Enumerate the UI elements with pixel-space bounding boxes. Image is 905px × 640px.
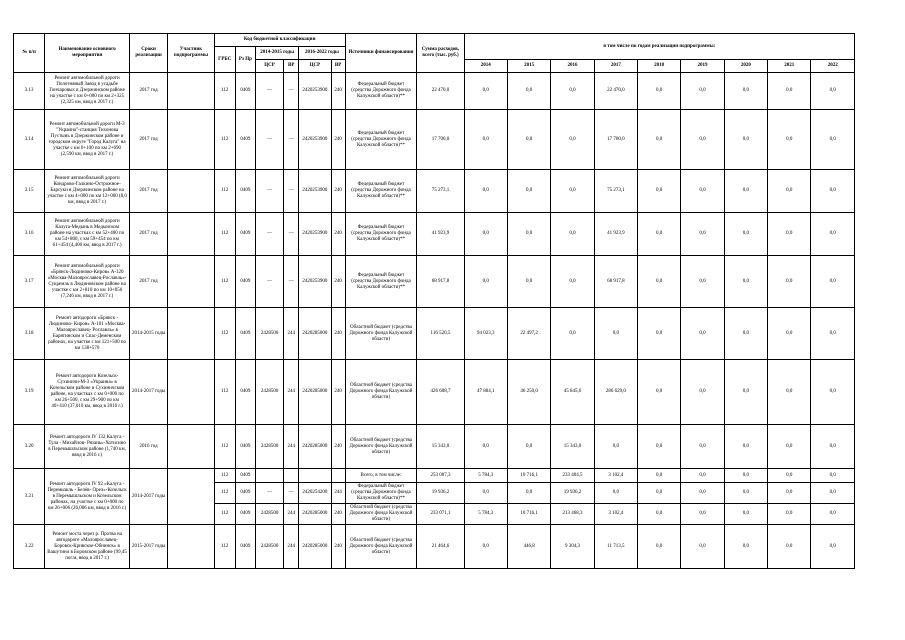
row-year-value: 5 784,3 <box>464 504 507 525</box>
row-year-value: 41 923,9 <box>594 213 637 256</box>
row-grbs: 112 <box>214 213 235 256</box>
row-year-value: 0,0 <box>681 360 724 425</box>
row-year-value: 0,0 <box>681 170 724 213</box>
row-name: Ремонт автодороги Козельск-Сухиничи-М-3 «Украина» в Козельском районе и Сухиничском районе, на участках с км 0+000 по км 26+500, с км 29+900 по км 40+410 (37,010 км, ввод в 2016 г.) <box>45 360 130 425</box>
row-year-value: 17 700,0 <box>594 110 637 170</box>
row-grbs: 112 <box>214 256 235 308</box>
row-year-value: 22 470,0 <box>594 73 637 110</box>
row-year-value: 0,0 <box>724 308 767 360</box>
row-vr-2 <box>331 469 345 483</box>
row-csr-2: 2420285000 <box>299 504 331 525</box>
row-year-value: 0,0 <box>768 469 811 483</box>
table-row <box>14 469 855 483</box>
row-year-value: 0,0 <box>681 73 724 110</box>
row-year-value: 0,0 <box>811 308 855 360</box>
row-year-value: 0,0 <box>638 170 681 213</box>
row-year-value: 0,0 <box>811 525 855 569</box>
row-number: 3.19 <box>14 360 45 425</box>
row-year-value: 0,0 <box>811 504 855 525</box>
row-year-value: 0,0 <box>638 360 681 425</box>
row-year-value: 0,0 <box>507 213 550 256</box>
row-csr-2: 2420285000 <box>299 425 331 469</box>
row-source: Федеральный бюджет (средства Дорожного фонда Калужской области)** <box>345 256 417 308</box>
row-csr-1: — <box>255 110 283 170</box>
row-year-value: 0,0 <box>638 213 681 256</box>
row-csr-1: — <box>255 213 283 256</box>
header-terms: Сроки реализации <box>129 34 167 73</box>
row-year-value: 10 716,1 <box>507 504 550 525</box>
header-sum: Сумма расходов, всего (тыс. руб.) <box>417 34 464 73</box>
row-number: 3.21 <box>14 469 45 525</box>
header-year-2022: 2022 <box>811 60 855 73</box>
header-csr-2: ЦСР <box>299 60 331 73</box>
row-year-value: 0,0 <box>768 425 811 469</box>
row-source: Областной бюджет (средства Дорожного фонда Калужской области) <box>345 425 417 469</box>
row-year-value: 0,0 <box>811 170 855 213</box>
row-year-value: 0,0 <box>638 483 681 504</box>
row-year-value: 0,0 <box>594 308 637 360</box>
row-year-value: 10 716,1 <box>507 469 550 483</box>
row-csr-1 <box>255 469 283 483</box>
row-csr-1: 2428500 <box>255 425 283 469</box>
row-total: 116 520,5 <box>417 308 464 360</box>
row-year-value: 0,0 <box>681 504 724 525</box>
row-total: 233 071,1 <box>417 504 464 525</box>
row-csr-2: 2420253900 <box>299 110 331 170</box>
row-csr-1: 2428500 <box>255 360 283 425</box>
row-csr-2: 2420285000 <box>299 360 331 425</box>
row-total: 21 464,6 <box>417 525 464 569</box>
row-name: Ремонт автодороги «Брянск - Людиново- Киров» А-101 «Москва-Малоярославец- Рославль» в Барятинском и Спас-Деменском районах, на участке с км 121+500 по км 138+570 <box>45 308 130 360</box>
header-num: № п/п <box>14 34 45 73</box>
row-vr-1: — <box>284 73 299 110</box>
row-year-value: 0,0 <box>724 213 767 256</box>
row-name: Ремонт автомобильной дороги Полотняный Завод в усадьбе Гончаровых в Дзержинском районе на участке с км 0+000 по км 2+325 (2,325 км, ввод в 2017 г.) <box>45 73 130 110</box>
row-year-value: 0,0 <box>681 256 724 308</box>
row-year-value: 3 102,4 <box>594 504 637 525</box>
header-vr-2: ВР <box>331 60 345 73</box>
row-year-value: 75 273,1 <box>594 170 637 213</box>
row-csr-2: 2420253900 <box>299 170 331 213</box>
row-name: Ремонт автомобильной дороги Калуга-Медынь в Медынском районе на участках с км 52+400 по км 54+800, с км 59+454 по км 61+454 (4,400 км, ввод в 2017 г.) <box>45 213 130 256</box>
row-number: 3.18 <box>14 308 45 360</box>
program-table <box>13 33 855 569</box>
table-row <box>14 256 855 308</box>
row-year-value: 286 629,0 <box>594 360 637 425</box>
row-year-value: 0,0 <box>638 110 681 170</box>
row-year-value: 0,0 <box>768 483 811 504</box>
row-number: 3.17 <box>14 256 45 308</box>
row-year-value: 0,0 <box>724 483 767 504</box>
row-csr-2: 2420253900 <box>299 213 331 256</box>
header-year-2014: 2014 <box>464 60 507 73</box>
row-participant <box>168 73 214 110</box>
row-source: Областной бюджет (средства Дорожного фонда Калужской области) <box>345 504 417 525</box>
row-source: Федеральный бюджет (средства Дорожного фонда Калужской области)** <box>345 170 417 213</box>
row-participant <box>168 360 214 425</box>
row-year-value: 0,0 <box>638 308 681 360</box>
row-year-value: 0,0 <box>681 425 724 469</box>
row-year-value: 0,0 <box>768 73 811 110</box>
row-total: 41 923,9 <box>417 213 464 256</box>
header-rzpr: Рз Пр <box>235 47 255 73</box>
row-csr-1: 2428500 <box>255 525 283 569</box>
row-total: 68 917,8 <box>417 256 464 308</box>
row-year-value: 0,0 <box>551 308 594 360</box>
row-vr-2: 240 <box>331 256 345 308</box>
row-year-value: 68 917,8 <box>594 256 637 308</box>
row-name: Ремонт автомобильной дороги Кондрово-Галкино-Острожное-Барсуки в Дзержинском районе на участке с км 4+000 по км 12+000 (8,0 км, ввод в 2017 г.) <box>45 170 130 213</box>
row-year-value: 0,0 <box>681 469 724 483</box>
row-total: 19 936,2 <box>417 483 464 504</box>
header-year-2021: 2021 <box>768 60 811 73</box>
header-csr-1: ЦСР <box>255 60 283 73</box>
row-year-value: 0,0 <box>638 504 681 525</box>
row-rzpr: 0409 <box>235 425 255 469</box>
row-year-value: 0,0 <box>811 483 855 504</box>
row-year-value: 0,0 <box>638 73 681 110</box>
row-year-value: 0,0 <box>811 469 855 483</box>
header-vr-1: ВР <box>284 60 299 73</box>
row-year-value: 0,0 <box>768 170 811 213</box>
header-year-2018: 2018 <box>638 60 681 73</box>
row-name: Ремонт автомобильной дороги М-3 "Украина"-станция Тихонова Пустынь в Дзержинском районе и городском округе "Город Калуга" на участке с км 0+100 по км 2+690 (2,590 км, ввод в 2017 г.) <box>45 110 130 170</box>
row-participant <box>168 256 214 308</box>
row-rzpr: 0409 <box>235 110 255 170</box>
table-row <box>14 213 855 256</box>
table-row <box>14 360 855 425</box>
row-name: Ремонт автодороги IV 92 «Калуга - Перемышль - Белёв- Орел»-Козельск в Перемышльском и Козельском районах, на участке с км 0+000 по км 26+006 (26,006 км, ввод в 2016 г.) <box>45 469 130 525</box>
row-year-value: 0,0 <box>768 256 811 308</box>
row-rzpr: 0409 <box>235 73 255 110</box>
row-year-value: 0,0 <box>551 73 594 110</box>
row-year-value: 0,0 <box>638 525 681 569</box>
row-vr-2: 240 <box>331 308 345 360</box>
row-year-value: 0,0 <box>724 504 767 525</box>
header-grbs: ГРБС <box>214 47 235 73</box>
row-terms: 2017 год <box>129 170 167 213</box>
table-row <box>14 110 855 170</box>
row-year-value: 0,0 <box>507 170 550 213</box>
row-year-value: 0,0 <box>681 483 724 504</box>
header-years-2014-2015: 2014-2015 годы <box>255 47 298 60</box>
row-year-value: 0,0 <box>811 213 855 256</box>
row-year-value: 0,0 <box>551 256 594 308</box>
row-vr-2: 240 <box>331 525 345 569</box>
row-total: 426 608,7 <box>417 360 464 425</box>
row-csr-1: 2428500 <box>255 308 283 360</box>
row-terms: 2015-2017 годы <box>129 525 167 569</box>
row-vr-1: 244 <box>284 425 299 469</box>
row-year-value: 0,0 <box>724 525 767 569</box>
row-terms: 2016 год <box>129 425 167 469</box>
row-year-value: 9 304,3 <box>551 525 594 569</box>
row-year-value: 0,0 <box>507 425 550 469</box>
row-participant <box>168 469 214 525</box>
row-total: 253 007,3 <box>417 469 464 483</box>
row-vr-2: 240 <box>331 360 345 425</box>
row-total: 15 343,0 <box>417 425 464 469</box>
row-year-value: 0,0 <box>811 256 855 308</box>
row-year-value: 0,0 <box>724 469 767 483</box>
row-csr-2: 2420254200 <box>299 483 331 504</box>
row-year-value: 45 845,6 <box>551 360 594 425</box>
row-vr-2: 244 <box>331 483 345 504</box>
row-year-value: 5 784,3 <box>464 469 507 483</box>
row-rzpr: 0409 <box>235 483 255 504</box>
header-budget-code: Код бюджетной классификации <box>214 34 345 47</box>
row-total: 17 700,0 <box>417 110 464 170</box>
row-vr-2: 240 <box>331 110 345 170</box>
row-terms: 2014-2017 годы <box>129 360 167 425</box>
row-csr-1: — <box>255 170 283 213</box>
row-vr-1: 244 <box>284 308 299 360</box>
row-vr-2: 240 <box>331 73 345 110</box>
row-grbs: 112 <box>214 469 235 483</box>
row-vr-2: 240 <box>331 213 345 256</box>
row-source: Всего, в том числе: <box>345 469 417 483</box>
table-row <box>14 73 855 110</box>
table-row <box>14 308 855 360</box>
row-csr-1: — <box>255 256 283 308</box>
row-source: Федеральный бюджет (средства Дорожного фонда Калужской области)** <box>345 110 417 170</box>
row-year-value: 0,0 <box>768 308 811 360</box>
row-vr-1: 244 <box>284 525 299 569</box>
row-name: Ремонт автомобильной дороги «Брянск-Людиново-Киров» А-120 «Москва-Малоярославец-Рославль»-Сукремль в Людиновском районе на участке с км 2+810 по км 10+056 (7,246 км, ввод в 2017 г.) <box>45 256 130 308</box>
row-vr-1: — <box>284 483 299 504</box>
row-year-value: 0,0 <box>638 256 681 308</box>
header-by-years: в том числе по годам реализации подпрограммы: <box>464 34 854 60</box>
row-rzpr: 0409 <box>235 360 255 425</box>
table-row <box>14 525 855 569</box>
row-terms: 2017 год <box>129 110 167 170</box>
row-year-value: 0,0 <box>681 525 724 569</box>
row-vr-1 <box>284 469 299 483</box>
row-rzpr: 0409 <box>235 469 255 483</box>
row-number: 3.16 <box>14 213 45 256</box>
row-rzpr: 0409 <box>235 213 255 256</box>
row-vr-1: — <box>284 213 299 256</box>
row-year-value: 22 497,2 <box>507 308 550 360</box>
row-number: 3.13 <box>14 73 45 110</box>
row-vr-1: — <box>284 256 299 308</box>
row-source: Областной бюджет (средства Дорожного фонда Калужской области) <box>345 308 417 360</box>
row-year-value: 19 936,2 <box>551 483 594 504</box>
row-source: Федеральный бюджет (средства Дорожного фонда Калужской области)** <box>345 483 417 504</box>
row-csr-1: — <box>255 73 283 110</box>
row-year-value: 0,0 <box>768 525 811 569</box>
row-grbs: 112 <box>214 170 235 213</box>
row-year-value: 0,0 <box>724 425 767 469</box>
row-year-value: 0,0 <box>464 110 507 170</box>
row-year-value: 0,0 <box>464 73 507 110</box>
row-grbs: 112 <box>214 483 235 504</box>
header-name: Наименование основного мероприятия <box>45 34 130 73</box>
row-grbs: 112 <box>214 504 235 525</box>
row-csr-2: 2420253900 <box>299 73 331 110</box>
row-grbs: 112 <box>214 525 235 569</box>
row-year-value: 233 404,5 <box>551 469 594 483</box>
row-csr-2: 2420285000 <box>299 308 331 360</box>
row-grbs: 112 <box>214 360 235 425</box>
row-year-value: 0,0 <box>507 483 550 504</box>
row-number: 3.14 <box>14 110 45 170</box>
header-year-2016: 2016 <box>551 60 594 73</box>
row-total: 75 273,1 <box>417 170 464 213</box>
row-year-value: 0,0 <box>638 469 681 483</box>
row-grbs: 112 <box>214 425 235 469</box>
row-year-value: 0,0 <box>507 110 550 170</box>
row-year-value: 0,0 <box>811 360 855 425</box>
row-year-value: 0,0 <box>507 256 550 308</box>
row-year-value: 0,0 <box>681 308 724 360</box>
row-year-value: 0,0 <box>768 213 811 256</box>
row-vr-1: 244 <box>284 360 299 425</box>
row-year-value: 0,0 <box>638 425 681 469</box>
row-vr-2: 240 <box>331 425 345 469</box>
row-participant <box>168 170 214 213</box>
row-year-value: 15 343,0 <box>551 425 594 469</box>
row-source: Областной бюджет (средства Дорожного фонда Калужской области) <box>345 360 417 425</box>
row-year-value: 0,0 <box>464 170 507 213</box>
row-number: 3.15 <box>14 170 45 213</box>
row-terms: 2017 год <box>129 213 167 256</box>
header-year-2020: 2020 <box>724 60 767 73</box>
row-participant <box>168 213 214 256</box>
row-year-value: 0,0 <box>724 73 767 110</box>
row-year-value: 0,0 <box>768 504 811 525</box>
row-year-value: 0,0 <box>681 213 724 256</box>
row-year-value: 0,0 <box>594 425 637 469</box>
row-year-value: 0,0 <box>768 110 811 170</box>
row-year-value: 46 250,0 <box>507 360 550 425</box>
row-year-value: 94 023,3 <box>464 308 507 360</box>
row-name: Ремонт моста через р. Протва на автодороге «Малоярославец-Боровск-Кривское-Обнинск» в Вашутино в Боровском районе (99,45 пог.м, ввод в 2017 г.) <box>45 525 130 569</box>
row-vr-2: 240 <box>331 170 345 213</box>
row-year-value: 0,0 <box>724 110 767 170</box>
row-year-value: 0,0 <box>551 110 594 170</box>
row-year-value: 11 713,5 <box>594 525 637 569</box>
row-participant <box>168 110 214 170</box>
row-source: Областной бюджет (средства Дорожного фонда Калужской области) <box>345 525 417 569</box>
row-year-value: 0,0 <box>507 73 550 110</box>
row-year-value: 0,0 <box>811 425 855 469</box>
row-source: Федеральный бюджет (средства Дорожного фонда Калужской области)** <box>345 213 417 256</box>
row-participant <box>168 308 214 360</box>
row-rzpr: 0409 <box>235 525 255 569</box>
row-csr-2 <box>299 469 331 483</box>
row-number: 3.22 <box>14 525 45 569</box>
row-grbs: 112 <box>214 73 235 110</box>
header-year-2017: 2017 <box>594 60 637 73</box>
row-number: 3.20 <box>14 425 45 469</box>
row-year-value: 446,8 <box>507 525 550 569</box>
row-year-value: 0,0 <box>768 360 811 425</box>
row-year-value: 0,0 <box>724 256 767 308</box>
row-year-value: 0,0 <box>464 213 507 256</box>
row-year-value: 0,0 <box>811 73 855 110</box>
row-participant <box>168 525 214 569</box>
table-row <box>14 425 855 469</box>
row-source: Федеральный бюджет (средства Дорожного фонда Калужской области)** <box>345 73 417 110</box>
header-year-2019: 2019 <box>681 60 724 73</box>
row-csr-1: — <box>255 483 283 504</box>
row-terms: 2014-2017 годы <box>129 469 167 525</box>
row-grbs: 112 <box>214 110 235 170</box>
row-year-value: 3 102,4 <box>594 469 637 483</box>
header-sources: Источники финансирования <box>345 34 417 73</box>
row-year-value: 0,0 <box>551 170 594 213</box>
row-csr-2: 2420285000 <box>299 525 331 569</box>
row-participant <box>168 425 214 469</box>
row-rzpr: 0409 <box>235 256 255 308</box>
row-terms: 2017 год <box>129 256 167 308</box>
header-year-2015: 2015 <box>507 60 550 73</box>
row-terms: 2014-2015 годы <box>129 308 167 360</box>
row-rzpr: 0409 <box>235 504 255 525</box>
row-year-value: 0,0 <box>811 110 855 170</box>
row-name: Ремонт автодороги IV 132 Калуга - Тула - Михайлов- Рязань»-Хотисино в Перемышльском районе (1,740 км, ввод в 2016 г.) <box>45 425 130 469</box>
row-vr-2: 240 <box>331 504 345 525</box>
row-year-value: 0,0 <box>551 213 594 256</box>
row-year-value: 0,0 <box>464 525 507 569</box>
header-years-2016-2022: 2016-2022 годы <box>299 47 345 60</box>
row-year-value: 47 884,1 <box>464 360 507 425</box>
row-total: 22 470,0 <box>417 73 464 110</box>
row-year-value: 0,0 <box>464 483 507 504</box>
header-participants: Участник подпрограммы <box>168 34 214 73</box>
row-year-value: 213 468,3 <box>551 504 594 525</box>
row-year-value: 0,0 <box>724 360 767 425</box>
row-year-value: 0,0 <box>594 483 637 504</box>
row-year-value: 0,0 <box>724 170 767 213</box>
row-terms: 2017 год <box>129 73 167 110</box>
row-year-value: 0,0 <box>464 425 507 469</box>
row-rzpr: 0409 <box>235 308 255 360</box>
row-vr-1: — <box>284 110 299 170</box>
row-vr-1: — <box>284 170 299 213</box>
row-year-value: 0,0 <box>681 110 724 170</box>
row-grbs: 112 <box>214 308 235 360</box>
row-rzpr: 0409 <box>235 170 255 213</box>
row-year-value: 0,0 <box>464 256 507 308</box>
table-row <box>14 170 855 213</box>
row-csr-2: 2420253900 <box>299 256 331 308</box>
row-vr-1: 244 <box>284 504 299 525</box>
row-csr-1: 2428500 <box>255 504 283 525</box>
